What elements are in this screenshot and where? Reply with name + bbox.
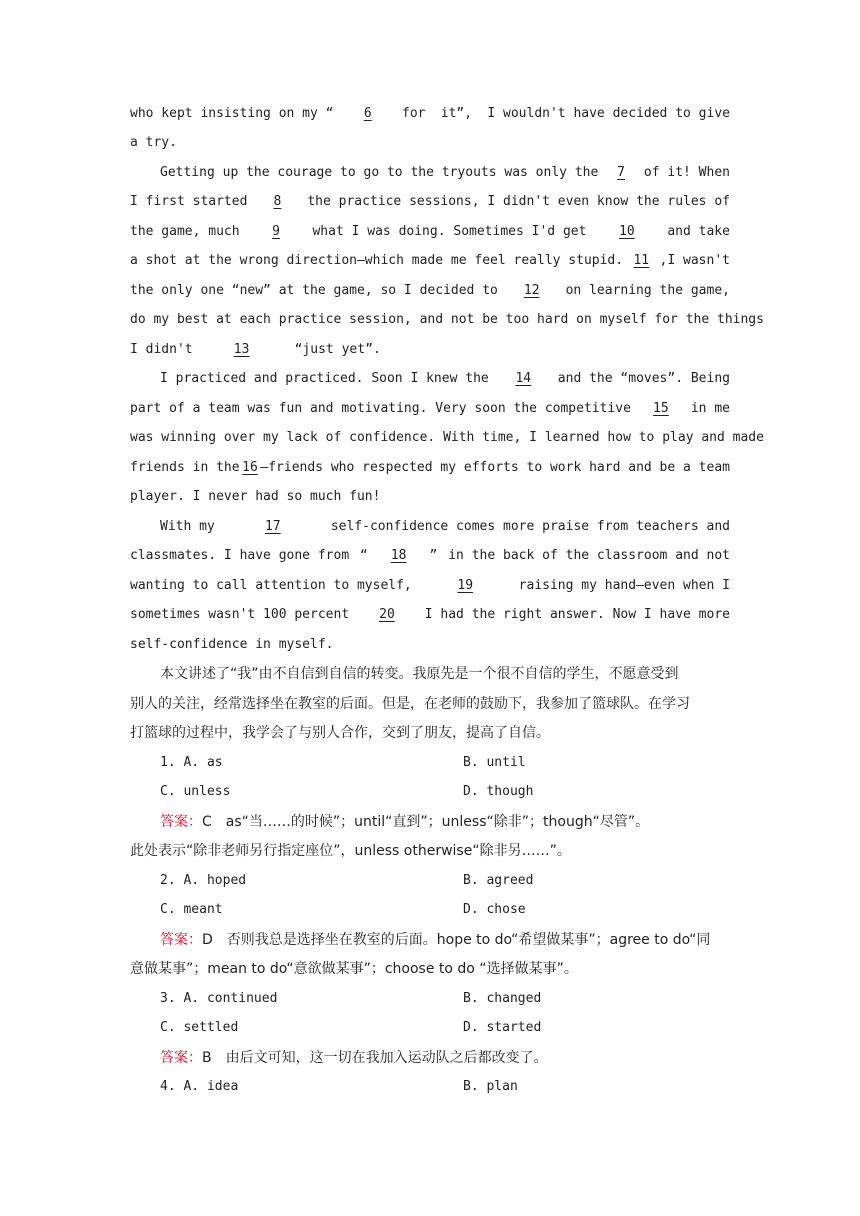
answer-1-cont: 此处表示“除非老师另行指定座位”，unless otherwise“除非另……”。 bbox=[130, 843, 571, 859]
passage-line bbox=[130, 339, 730, 361]
passage-line bbox=[130, 398, 730, 420]
passage-line bbox=[130, 309, 764, 331]
passage-line bbox=[130, 280, 730, 302]
question-4-option-b: B. plan bbox=[463, 1079, 518, 1094]
answer-text: C as“当……的时候”；until“直到”；unless“除非”；though“尽管”。 bbox=[202, 814, 650, 830]
text: it”, bbox=[440, 106, 473, 121]
passage-line bbox=[130, 457, 730, 479]
question-3-option-a: 3. A. continued bbox=[160, 991, 278, 1006]
text: was winning over my lack of confidence. With time, I learned how to play and made bbox=[130, 430, 764, 445]
blank-6: 6 bbox=[363, 106, 372, 121]
text: for bbox=[402, 106, 426, 121]
text: I wasn't bbox=[667, 253, 730, 268]
blank-10: 10 bbox=[619, 224, 635, 239]
text: I practiced and practiced. Soon I knew the bbox=[160, 371, 489, 386]
blank-20: 20 bbox=[379, 607, 395, 622]
question-1-option-c: C. unless bbox=[160, 784, 231, 799]
text: self-confidence comes more praise from teachers and bbox=[330, 519, 730, 534]
blank-9: 9 bbox=[272, 224, 280, 239]
blank-12: 12 bbox=[523, 283, 540, 298]
question-3-option-b: B. changed bbox=[463, 991, 542, 1006]
text: I first started bbox=[130, 194, 248, 209]
passage-line bbox=[130, 103, 730, 125]
question-4-option-a: 4. A. idea bbox=[160, 1079, 239, 1094]
question-3-option-c: C. settled bbox=[160, 1020, 239, 1035]
answer-text: B 由后文可知，这一切在我加入运动队之后都改变了。 bbox=[202, 1050, 548, 1066]
passage-line bbox=[130, 427, 764, 449]
question-2-option-b: B. agreed bbox=[463, 873, 534, 888]
passage-line bbox=[130, 575, 730, 597]
passage-line bbox=[160, 516, 730, 538]
text: in me bbox=[690, 401, 730, 416]
passage-line bbox=[130, 250, 730, 272]
answer-label: 答案： bbox=[160, 932, 202, 948]
passage-line bbox=[130, 191, 730, 213]
text: on learning the game, bbox=[565, 283, 730, 298]
text: I didn't bbox=[130, 342, 193, 357]
text: player. I never had so much fun! bbox=[130, 489, 381, 504]
text: classmates. I have gone from bbox=[130, 548, 350, 563]
text: “just yet”. bbox=[294, 342, 381, 357]
answer-label: 答案： bbox=[160, 1050, 202, 1066]
text: raising my hand—even when I bbox=[518, 578, 730, 593]
blank-15: 15 bbox=[653, 401, 669, 416]
text: the practice sessions, I didn't even know the rules of bbox=[307, 194, 730, 209]
question-1-option-a: 1. A. as bbox=[160, 755, 223, 770]
passage-line bbox=[130, 486, 730, 508]
passage-line bbox=[160, 368, 730, 390]
passage-line bbox=[130, 132, 730, 154]
blank-8: 8 bbox=[273, 194, 282, 209]
blank-7: 7 bbox=[617, 165, 625, 180]
text: in the back of the classroom and not bbox=[448, 548, 730, 563]
question-2-option-a: 2. A. hoped bbox=[160, 873, 247, 888]
answer-3 bbox=[160, 1047, 730, 1069]
summary-line: 本文讲述了“我”由不自信到自信的转变。我原先是一个很不自信的学生，不愿意受到 bbox=[160, 666, 679, 682]
question-3-option-d: D. started bbox=[463, 1020, 542, 1035]
answer-label: 答案： bbox=[160, 814, 202, 830]
text: —friends who respected my efforts to work hard and be a team bbox=[260, 460, 730, 475]
text: the only one “new” at the game, so I decided to bbox=[130, 283, 498, 298]
text: who kept insisting on my “ bbox=[130, 106, 334, 121]
text: wanting to call attention to myself, bbox=[130, 578, 412, 593]
blank-19: 19 bbox=[457, 578, 474, 593]
question-1-option-b: B. until bbox=[463, 755, 526, 770]
passage-line bbox=[130, 604, 730, 626]
text: part of a team was fun and motivating. Very soon the competitive bbox=[130, 401, 631, 416]
text: do my best at each practice session, and not be too hard on myself for the things bbox=[130, 312, 764, 327]
question-2-option-c: C. meant bbox=[160, 902, 223, 917]
blank-18: 18 bbox=[390, 548, 407, 563]
text: and take bbox=[667, 224, 730, 239]
blank-11: 11 bbox=[633, 253, 650, 268]
quote-mark: “ bbox=[360, 548, 368, 563]
passage-line bbox=[130, 545, 730, 567]
answer-2 bbox=[160, 929, 730, 951]
text: and the “moves”. Being bbox=[557, 371, 730, 386]
summary-line: 别人的关注，经常选择坐在教室的后面。但是，在老师的鼓励下，我参加了篮球队。在学习 bbox=[130, 696, 690, 712]
text: I wouldn't have decided to give bbox=[487, 106, 730, 121]
text: friends in the bbox=[130, 460, 240, 475]
text: , bbox=[659, 253, 668, 268]
question-2-option-d: D. chose bbox=[463, 902, 526, 917]
text: of it! When bbox=[643, 165, 730, 180]
text: self-confidence in myself. bbox=[130, 637, 334, 652]
quote-mark: ” bbox=[429, 548, 438, 563]
answer-2-cont: 意做某事”；mean to do“意欲做某事”；choose to do “选择做某事”。 bbox=[130, 961, 578, 977]
answer-1 bbox=[160, 811, 730, 833]
text: I had the right answer. Now I have more bbox=[424, 607, 730, 622]
text: a try. bbox=[130, 135, 177, 150]
passage-line bbox=[130, 221, 730, 243]
blank-13: 13 bbox=[233, 342, 250, 357]
text: Getting up the courage to go to the tryouts was only the bbox=[160, 165, 599, 180]
passage-line bbox=[160, 162, 730, 184]
text: the game, much bbox=[130, 224, 240, 239]
text: what I was doing. Sometimes I'd get bbox=[312, 224, 587, 239]
summary-line: 打篮球的过程中，我学会了与别人合作，交到了朋友，提高了自信。 bbox=[130, 725, 550, 741]
text: a shot at the wrong direction—which made me feel really stupid. bbox=[130, 253, 624, 268]
passage-line bbox=[130, 634, 730, 656]
text: sometimes wasn't 100 percent bbox=[130, 607, 350, 622]
blank-16: 16 bbox=[242, 460, 258, 475]
text: With my bbox=[160, 519, 215, 534]
question-1-option-d: D. though bbox=[463, 784, 534, 799]
blank-14: 14 bbox=[515, 371, 532, 386]
blank-17: 17 bbox=[264, 519, 281, 534]
answer-text: D 否则我总是选择坐在教室的后面。hope to do“希望做某事”；agree to do“同 bbox=[202, 932, 711, 948]
